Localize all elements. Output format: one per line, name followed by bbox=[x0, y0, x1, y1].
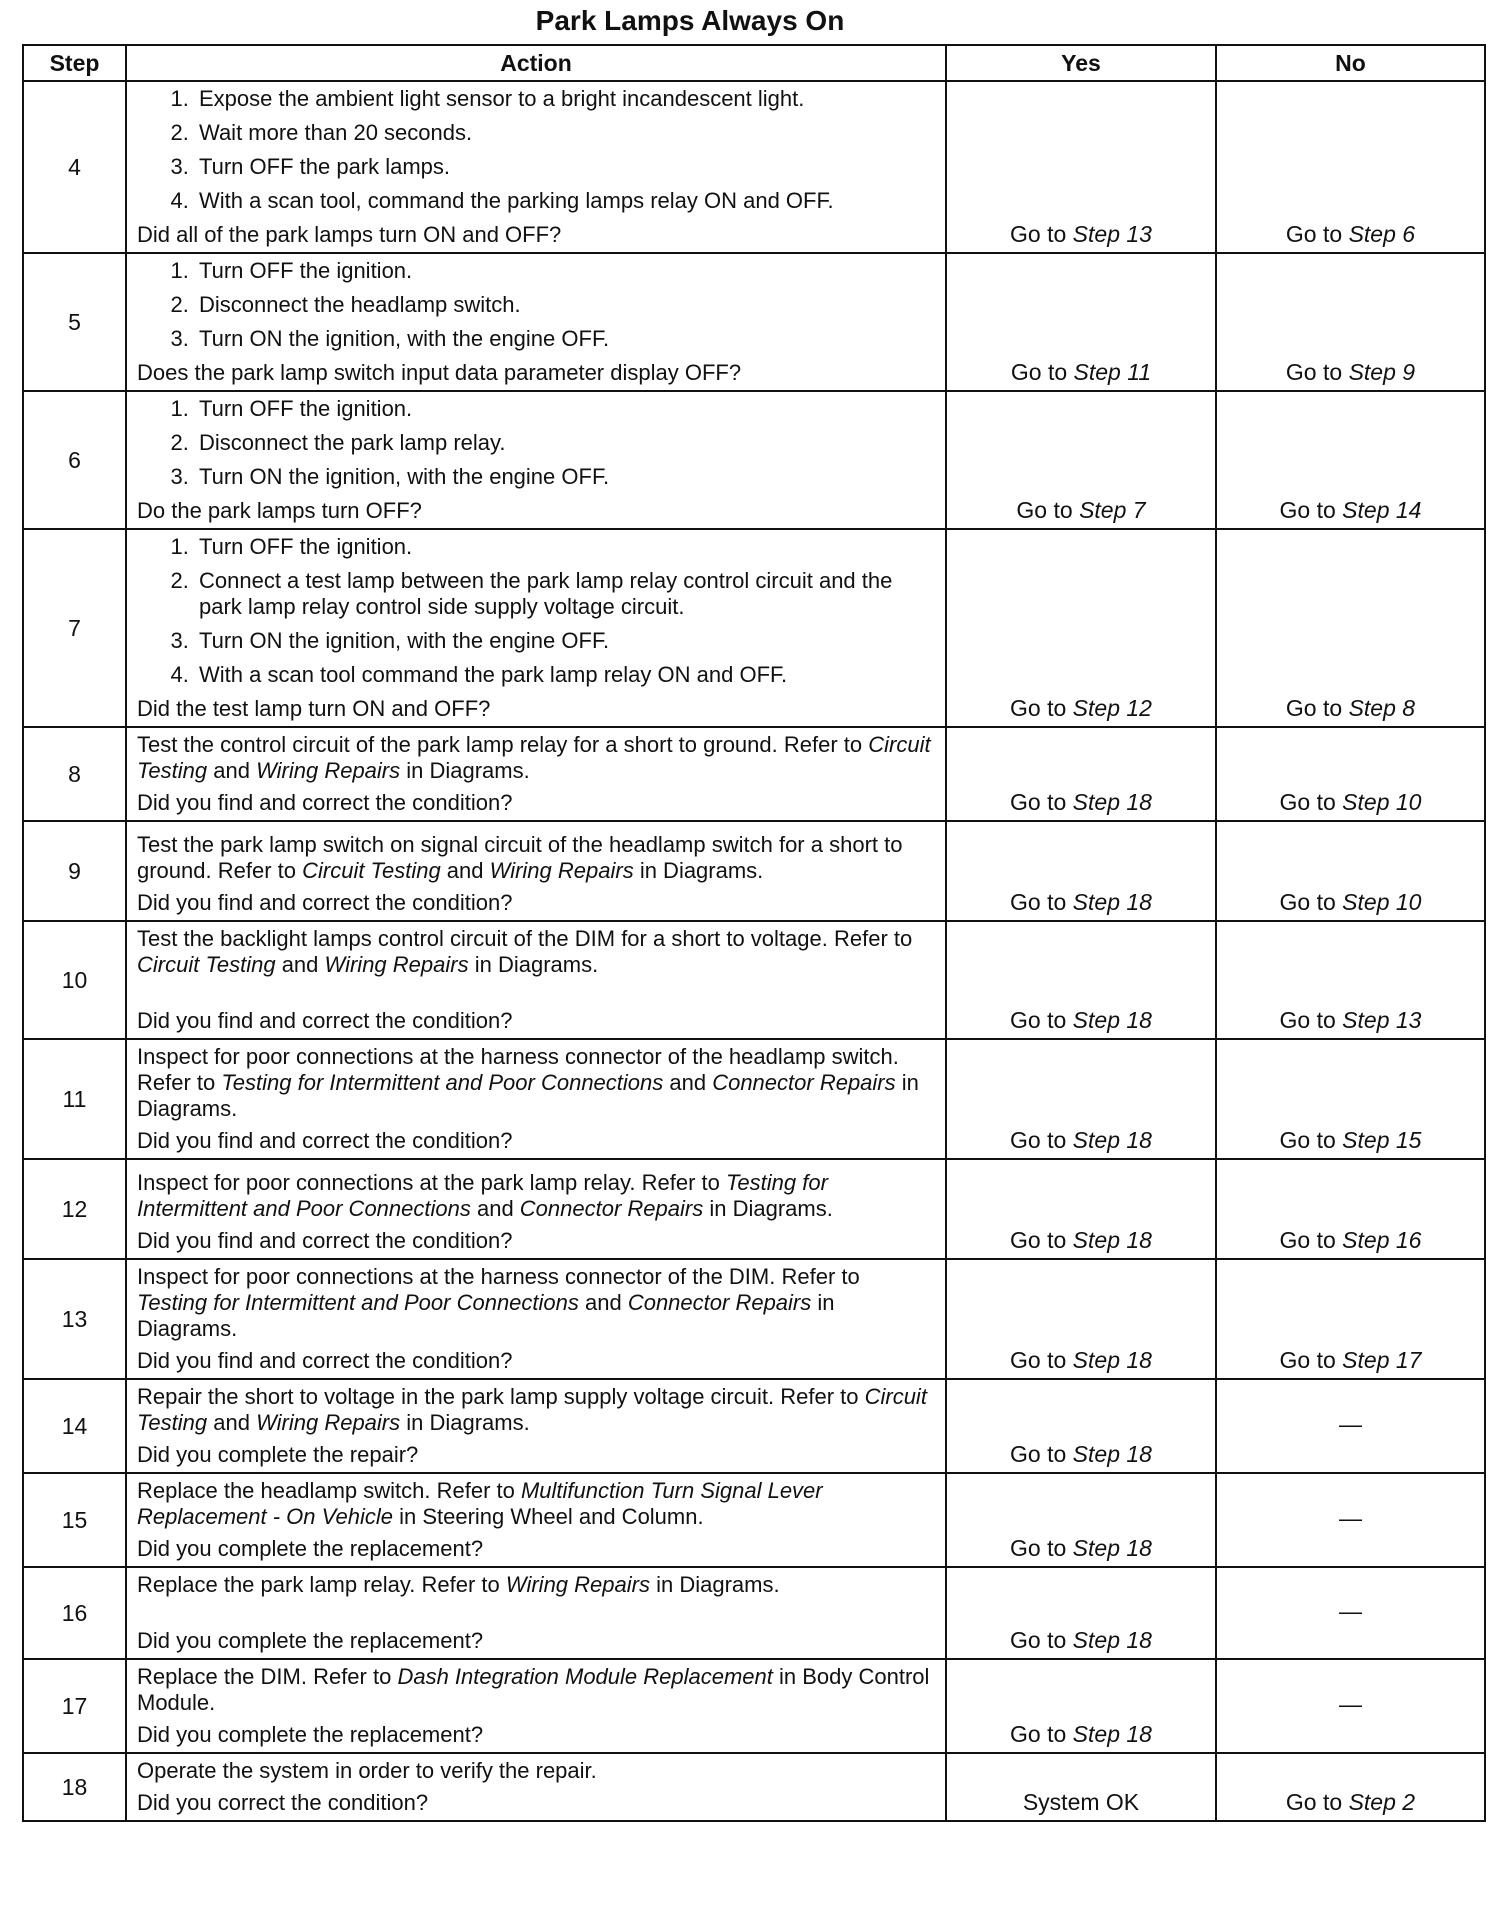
step-number: 13 bbox=[23, 1259, 126, 1379]
action-text: Test the backlight lamps control circuit of the DIM for a short to voltage. Refer to bbox=[137, 926, 913, 951]
action-question: Did you complete the replacement? bbox=[137, 1536, 484, 1561]
action-instruction bbox=[137, 1478, 935, 1530]
step-link[interactable]: Step 10 bbox=[1342, 889, 1422, 915]
step-link[interactable]: Step 18 bbox=[1072, 789, 1152, 815]
step-link[interactable]: Step 13 bbox=[1342, 1007, 1422, 1033]
step-column-header: Step bbox=[23, 45, 126, 81]
step-link[interactable]: Step 18 bbox=[1072, 1347, 1152, 1373]
step-link[interactable]: Step 7 bbox=[1079, 497, 1146, 523]
yes-result-cell bbox=[946, 1379, 1216, 1473]
action-instruction bbox=[137, 1384, 935, 1436]
step-number: 17 bbox=[23, 1659, 126, 1753]
action-step-item bbox=[195, 86, 935, 112]
action-cell bbox=[126, 727, 946, 821]
step-number: 12 bbox=[23, 1159, 126, 1259]
action-text: Turn ON the ignition, with the engine OFF. bbox=[199, 628, 610, 653]
action-text: in Diagrams. bbox=[649, 1572, 780, 1597]
not-applicable-dash: — bbox=[1339, 1597, 1362, 1624]
step-link[interactable]: Step 18 bbox=[1072, 1721, 1152, 1747]
go-to-label: Go to bbox=[1010, 1721, 1067, 1747]
action-instruction bbox=[137, 1572, 935, 1598]
action-question: Does the park lamp switch input data parameter display OFF? bbox=[137, 360, 742, 385]
table-row bbox=[23, 1159, 1485, 1259]
document-reference: Circuit Testing bbox=[137, 732, 931, 783]
action-cell bbox=[126, 921, 946, 1039]
action-instruction bbox=[137, 1264, 935, 1342]
step-number: 7 bbox=[23, 529, 126, 727]
action-step-item bbox=[195, 326, 935, 352]
action-step-item bbox=[195, 628, 935, 654]
step-number: 18 bbox=[23, 1753, 126, 1821]
step-link[interactable]: Step 18 bbox=[1072, 1007, 1152, 1033]
table-row bbox=[23, 81, 1485, 253]
action-question: Did you find and correct the condition? bbox=[137, 1128, 513, 1153]
step-link[interactable]: Step 18 bbox=[1072, 1627, 1152, 1653]
step-link[interactable]: Step 18 bbox=[1072, 1127, 1152, 1153]
not-applicable-dash: — bbox=[1339, 1410, 1362, 1437]
document-reference: Connector Repairs bbox=[627, 1290, 812, 1315]
go-to-label: Go to bbox=[1279, 1127, 1336, 1153]
action-text: Disconnect the park lamp relay. bbox=[199, 430, 506, 455]
no-result-cell bbox=[1216, 253, 1485, 391]
yes-result-cell bbox=[946, 1159, 1216, 1259]
action-steps-list bbox=[137, 258, 935, 352]
action-question: Did you complete the replacement? bbox=[137, 1722, 484, 1747]
yes-column-header: Yes bbox=[946, 45, 1216, 81]
action-step-item bbox=[195, 188, 935, 214]
document-reference: Wiring Repairs bbox=[324, 952, 469, 977]
action-cell bbox=[126, 1379, 946, 1473]
step-link[interactable]: Step 8 bbox=[1348, 695, 1416, 721]
step-link[interactable]: Step 6 bbox=[1348, 221, 1416, 247]
action-text: and bbox=[207, 758, 257, 783]
action-cell bbox=[126, 1473, 946, 1567]
action-cell bbox=[126, 1039, 946, 1159]
action-text: and bbox=[275, 952, 325, 977]
action-instruction bbox=[137, 926, 935, 978]
no-result-cell bbox=[1216, 1659, 1485, 1753]
result-text: System OK bbox=[1022, 1789, 1140, 1815]
yes-result-cell bbox=[946, 1259, 1216, 1379]
action-text: Replace the headlamp switch. Refer to bbox=[137, 1478, 521, 1503]
action-text: Replace the park lamp relay. Refer to bbox=[137, 1572, 506, 1597]
go-to-label: Go to bbox=[1016, 497, 1073, 523]
step-link[interactable]: Step 18 bbox=[1072, 1535, 1152, 1561]
action-text: Connect a test lamp between the park lamp relay control circuit and the park lamp relay control side supply voltage circuit. bbox=[199, 568, 893, 619]
action-steps-list bbox=[137, 396, 935, 490]
go-to-label: Go to bbox=[1279, 789, 1336, 815]
yes-result-cell bbox=[946, 1473, 1216, 1567]
table-row bbox=[23, 1379, 1485, 1473]
no-column-header: No bbox=[1216, 45, 1485, 81]
go-to-label: Go to bbox=[1010, 1441, 1067, 1467]
action-steps-list bbox=[137, 86, 935, 214]
action-instruction bbox=[137, 1758, 935, 1784]
action-text: in Diagrams. bbox=[137, 1290, 835, 1341]
action-instruction bbox=[137, 1664, 935, 1716]
action-steps-list bbox=[137, 534, 935, 688]
go-to-label: Go to bbox=[1010, 889, 1067, 915]
step-link[interactable]: Step 10 bbox=[1342, 789, 1422, 815]
go-to-label: Go to bbox=[1010, 359, 1068, 385]
action-cell bbox=[126, 1259, 946, 1379]
no-result-cell bbox=[1216, 1473, 1485, 1567]
action-step-item bbox=[195, 568, 935, 620]
action-text: Inspect for poor connections at the park lamp relay. Refer to bbox=[137, 1170, 727, 1195]
action-step-item bbox=[195, 662, 935, 688]
action-text: and bbox=[663, 1070, 713, 1095]
action-cell bbox=[126, 1567, 946, 1659]
diagnostic-steps-table bbox=[22, 44, 1486, 1822]
go-to-label: Go to bbox=[1279, 1347, 1336, 1373]
document-reference: Wiring Repairs bbox=[256, 758, 401, 783]
go-to-label: Go to bbox=[1010, 1127, 1067, 1153]
action-text: Inspect for poor connections at the harness connector of the headlamp switch. Refer to bbox=[137, 1044, 899, 1095]
action-question: Did you find and correct the condition? bbox=[137, 890, 513, 915]
document-reference: Circuit Testing bbox=[302, 858, 441, 883]
table-row bbox=[23, 1567, 1485, 1659]
action-question: Did you find and correct the condition? bbox=[137, 1008, 513, 1033]
document-reference: Multifunction Turn Signal Lever Replacement - On Vehicle bbox=[137, 1478, 823, 1529]
action-text: in Diagrams. bbox=[137, 1070, 919, 1121]
document-reference: Testing for Intermittent and Poor Connections bbox=[221, 1070, 664, 1095]
no-result-cell bbox=[1216, 1039, 1485, 1159]
document-reference: Wiring Repairs bbox=[489, 858, 634, 883]
table-header-row bbox=[23, 45, 1485, 81]
action-text: and bbox=[470, 1196, 520, 1221]
go-to-label: Go to bbox=[1010, 695, 1067, 721]
go-to-label: Go to bbox=[1010, 221, 1067, 247]
step-link[interactable]: Step 9 bbox=[1348, 359, 1416, 385]
action-question: Did you complete the repair? bbox=[137, 1442, 419, 1467]
document-reference: Connector Repairs bbox=[519, 1196, 704, 1221]
table-row bbox=[23, 253, 1485, 391]
yes-result-cell bbox=[946, 1659, 1216, 1753]
yes-result-cell bbox=[946, 253, 1216, 391]
action-cell bbox=[126, 81, 946, 253]
document-reference: Connector Repairs bbox=[712, 1070, 896, 1095]
step-number: 6 bbox=[23, 391, 126, 529]
table-row bbox=[23, 1259, 1485, 1379]
go-to-label: Go to bbox=[1010, 1007, 1067, 1033]
step-link[interactable]: Step 18 bbox=[1072, 889, 1152, 915]
yes-result-cell bbox=[946, 1567, 1216, 1659]
action-text: in Body Control Module. bbox=[137, 1664, 930, 1715]
step-link[interactable]: Step 16 bbox=[1342, 1227, 1422, 1253]
action-text: and bbox=[578, 1290, 628, 1315]
action-text: in Diagrams. bbox=[468, 952, 599, 977]
no-result-cell bbox=[1216, 1259, 1485, 1379]
step-link[interactable]: Step 12 bbox=[1072, 695, 1152, 721]
go-to-label: Go to bbox=[1285, 221, 1343, 247]
action-question: Did you correct the condition? bbox=[137, 1790, 429, 1815]
go-to-label: Go to bbox=[1279, 1227, 1336, 1253]
action-instruction bbox=[137, 832, 935, 884]
action-text: in Diagrams. bbox=[400, 1410, 530, 1435]
no-result-cell bbox=[1216, 529, 1485, 727]
go-to-label: Go to bbox=[1279, 497, 1336, 523]
table-row bbox=[23, 391, 1485, 529]
document-reference: Wiring Repairs bbox=[505, 1572, 650, 1597]
go-to-label: Go to bbox=[1010, 1347, 1067, 1373]
step-link[interactable]: Step 17 bbox=[1342, 1347, 1422, 1373]
action-cell bbox=[126, 529, 946, 727]
step-number: 11 bbox=[23, 1039, 126, 1159]
action-step-item bbox=[195, 154, 935, 180]
action-question: Do the park lamps turn OFF? bbox=[137, 498, 422, 523]
document-reference: Circuit Testing bbox=[137, 1384, 927, 1435]
go-to-label: Go to bbox=[1279, 889, 1336, 915]
action-step-item bbox=[195, 258, 935, 284]
table-row bbox=[23, 727, 1485, 821]
action-cell bbox=[126, 253, 946, 391]
table-row bbox=[23, 1473, 1485, 1567]
yes-result-cell bbox=[946, 391, 1216, 529]
action-cell bbox=[126, 821, 946, 921]
action-text: Disconnect the headlamp switch. bbox=[199, 292, 521, 317]
document-reference: Circuit Testing bbox=[137, 952, 276, 977]
yes-result-cell bbox=[946, 81, 1216, 253]
action-text: Expose the ambient light sensor to a bright incandescent light. bbox=[199, 86, 805, 111]
no-result-cell bbox=[1216, 1159, 1485, 1259]
page-title: Park Lamps Always On bbox=[535, 5, 845, 36]
document-reference: Wiring Repairs bbox=[256, 1410, 401, 1435]
go-to-label: Go to bbox=[1010, 1227, 1067, 1253]
no-result-cell bbox=[1216, 727, 1485, 821]
action-text: and bbox=[440, 858, 490, 883]
no-result-cell bbox=[1216, 1379, 1485, 1473]
not-applicable-dash: — bbox=[1339, 1504, 1362, 1531]
no-result-cell bbox=[1216, 821, 1485, 921]
not-applicable-dash: — bbox=[1339, 1690, 1362, 1717]
step-link[interactable]: Step 2 bbox=[1348, 1789, 1416, 1815]
yes-result-cell bbox=[946, 921, 1216, 1039]
action-text: Operate the system in order to verify the repair. bbox=[137, 1758, 597, 1783]
go-to-label: Go to bbox=[1285, 695, 1343, 721]
action-cell bbox=[126, 1159, 946, 1259]
action-step-item bbox=[195, 120, 935, 146]
action-text: Inspect for poor connections at the harness connector of the DIM. Refer to bbox=[137, 1264, 860, 1289]
table-row bbox=[23, 1753, 1485, 1821]
step-number: 5 bbox=[23, 253, 126, 391]
table-row bbox=[23, 1659, 1485, 1753]
action-text: Turn OFF the ignition. bbox=[199, 258, 413, 283]
step-link[interactable]: Step 11 bbox=[1073, 359, 1152, 385]
action-text: Turn OFF the park lamps. bbox=[199, 154, 451, 179]
yes-result-cell bbox=[946, 821, 1216, 921]
action-text: in Diagrams. bbox=[400, 758, 530, 783]
table-row bbox=[23, 821, 1485, 921]
action-instruction bbox=[137, 1044, 935, 1122]
action-question: Did you find and correct the condition? bbox=[137, 1348, 513, 1373]
action-text: Turn ON the ignition, with the engine OFF. bbox=[199, 464, 610, 489]
action-cell bbox=[126, 1753, 946, 1821]
action-question: Did you find and correct the condition? bbox=[137, 790, 513, 815]
table-row bbox=[23, 921, 1485, 1039]
action-step-item bbox=[195, 430, 935, 456]
action-column-header: Action bbox=[126, 45, 946, 81]
step-number: 4 bbox=[23, 81, 126, 253]
go-to-label: Go to bbox=[1285, 359, 1343, 385]
action-instruction bbox=[137, 1170, 935, 1222]
action-text: With a scan tool command the park lamp relay ON and OFF. bbox=[199, 662, 788, 687]
go-to-label: Go to bbox=[1285, 1789, 1343, 1815]
yes-result-cell bbox=[946, 1753, 1216, 1821]
action-cell bbox=[126, 1659, 946, 1753]
document-reference: Testing for Intermittent and Poor Connections bbox=[137, 1290, 579, 1315]
yes-result-cell bbox=[946, 727, 1216, 821]
yes-result-cell bbox=[946, 1039, 1216, 1159]
action-step-item bbox=[195, 534, 935, 560]
no-result-cell bbox=[1216, 1567, 1485, 1659]
step-link[interactable]: Step 18 bbox=[1072, 1227, 1152, 1253]
action-text: in Diagrams. bbox=[703, 1196, 833, 1221]
action-text: in Diagrams. bbox=[633, 858, 764, 883]
no-result-cell bbox=[1216, 921, 1485, 1039]
action-step-item bbox=[195, 292, 935, 318]
action-text: Wait more than 20 seconds. bbox=[199, 120, 473, 145]
table-row bbox=[23, 529, 1485, 727]
step-number: 16 bbox=[23, 1567, 126, 1659]
step-link[interactable]: Step 13 bbox=[1072, 221, 1152, 247]
step-link[interactable]: Step 15 bbox=[1342, 1127, 1422, 1153]
step-link[interactable]: Step 18 bbox=[1072, 1441, 1152, 1467]
action-question: Did all of the park lamps turn ON and OFF? bbox=[137, 222, 562, 247]
go-to-label: Go to bbox=[1279, 1007, 1336, 1033]
action-text: Turn ON the ignition, with the engine OFF. bbox=[199, 326, 610, 351]
action-text: in Steering Wheel and Column. bbox=[392, 1504, 704, 1529]
action-text: and bbox=[207, 1410, 257, 1435]
action-step-item bbox=[195, 396, 935, 422]
action-question: Did you complete the replacement? bbox=[137, 1628, 484, 1653]
document-reference: Dash Integration Module Replacement bbox=[397, 1664, 773, 1689]
go-to-label: Go to bbox=[1010, 1627, 1067, 1653]
yes-result-cell bbox=[946, 529, 1216, 727]
step-number: 15 bbox=[23, 1473, 126, 1567]
step-number: 10 bbox=[23, 921, 126, 1039]
no-result-cell bbox=[1216, 391, 1485, 529]
action-text: Turn OFF the ignition. bbox=[199, 534, 413, 559]
action-cell bbox=[126, 391, 946, 529]
action-text: With a scan tool, command the parking lamps relay ON and OFF. bbox=[199, 188, 834, 213]
step-link[interactable]: Step 14 bbox=[1342, 497, 1422, 523]
action-question: Did you find and correct the condition? bbox=[137, 1228, 513, 1253]
action-question: Did the test lamp turn ON and OFF? bbox=[137, 696, 491, 721]
action-text: Replace the DIM. Refer to bbox=[137, 1664, 398, 1689]
action-text: Test the park lamp switch on signal circuit of the headlamp switch for a short to ground. Refer to bbox=[137, 832, 903, 883]
action-step-item bbox=[195, 464, 935, 490]
step-number: 14 bbox=[23, 1379, 126, 1473]
no-result-cell bbox=[1216, 1753, 1485, 1821]
go-to-label: Go to bbox=[1010, 1535, 1067, 1561]
step-number: 8 bbox=[23, 727, 126, 821]
table-body bbox=[23, 81, 1485, 1821]
step-number: 9 bbox=[23, 821, 126, 921]
action-text: Repair the short to voltage in the park lamp supply voltage circuit. Refer to bbox=[137, 1384, 865, 1409]
no-result-cell bbox=[1216, 81, 1485, 253]
action-text: Test the control circuit of the park lamp relay for a short to ground. Refer to bbox=[137, 732, 869, 757]
action-instruction bbox=[137, 732, 935, 784]
go-to-label: Go to bbox=[1010, 789, 1067, 815]
action-text: Turn OFF the ignition. bbox=[199, 396, 413, 421]
document-reference: Testing for Intermittent and Poor Connections bbox=[137, 1170, 828, 1221]
table-row bbox=[23, 1039, 1485, 1159]
